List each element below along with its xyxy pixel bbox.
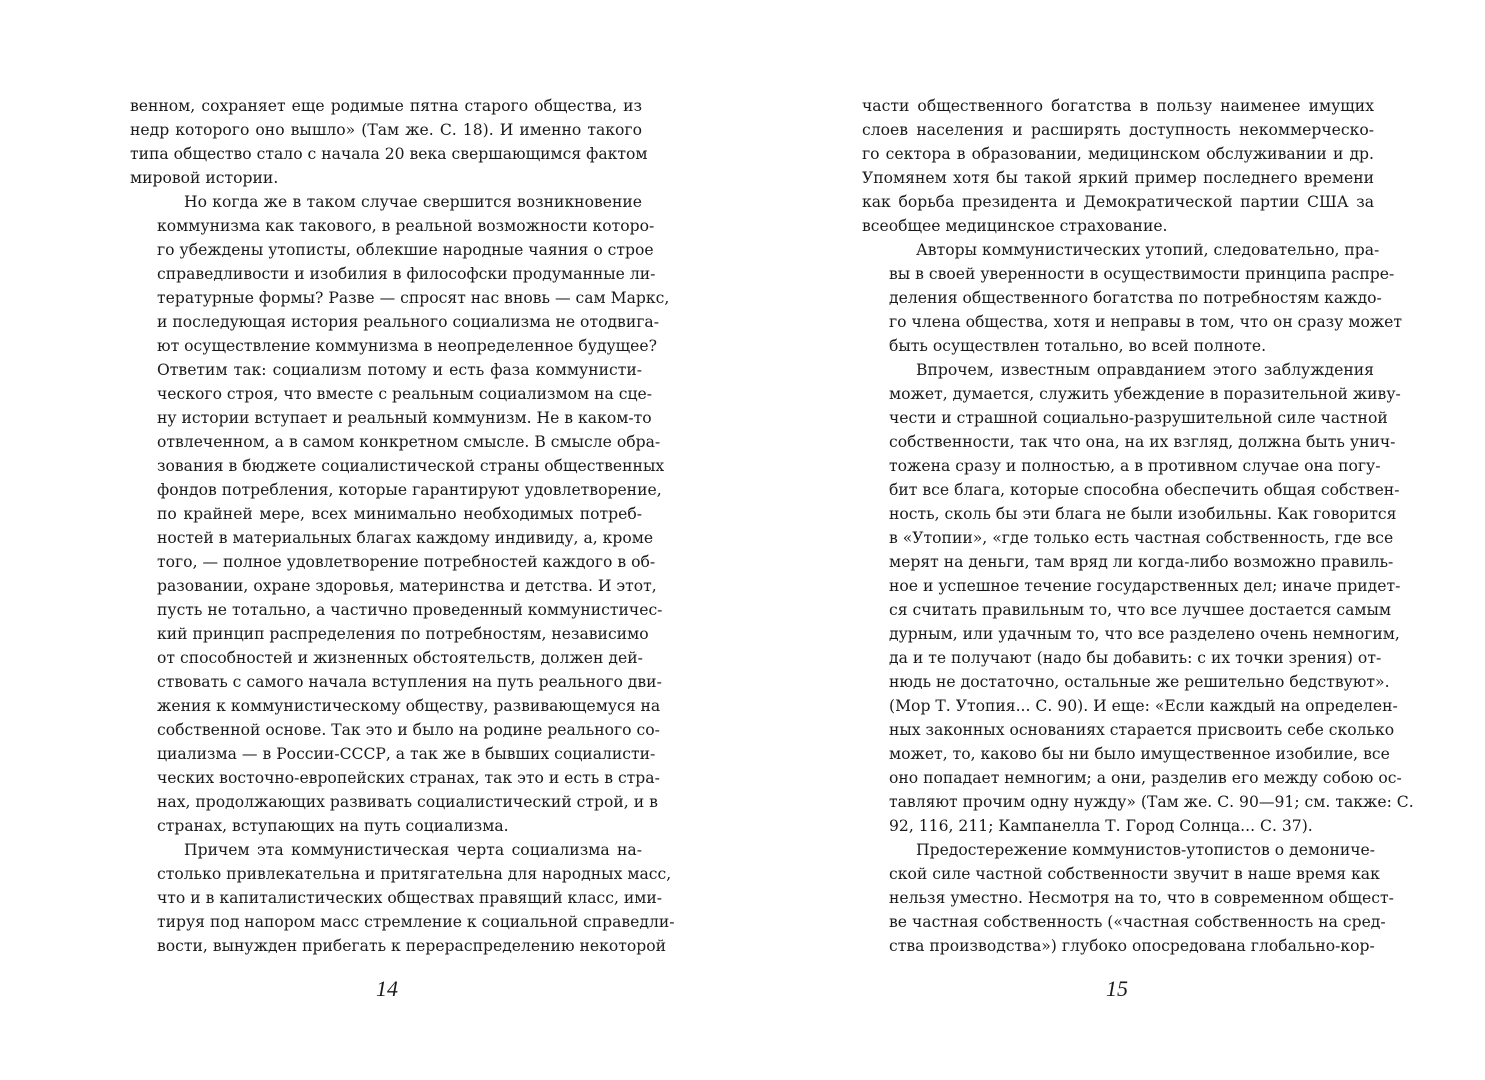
text-line: го убеждены утописты, облекшие народные чаяния о строе bbox=[157, 241, 654, 259]
text-line: кий принцип распределения по потребностям, независимо bbox=[157, 625, 649, 643]
text-line: отвлеченном, а в самом конкретном смысле. В смысле обра- bbox=[157, 433, 661, 451]
text-line: странах, вступающих на путь социализма. bbox=[157, 817, 509, 835]
text-line: собственной основе. Так это и было на родине реального со- bbox=[157, 721, 660, 739]
paragraph bbox=[130, 94, 648, 190]
text-line: фондов потребления, которые гарантируют удовлетворение, bbox=[157, 481, 662, 499]
text-line: тавляют прочим одну нужду» (Там же. С. 90—91; см. также: С. bbox=[889, 793, 1414, 811]
paragraph bbox=[862, 94, 1374, 238]
text-line: слоев населения и расширять доступность некоммерческо- bbox=[862, 121, 1374, 139]
text-line: нюдь не достаточно, остальные же решительно бедствуют». bbox=[889, 673, 1390, 691]
text-line: типа общество стало с начала 20 века свершающимся фактом bbox=[130, 145, 648, 163]
text-line: ства производства») глубоко опосредована глобально-кор- bbox=[889, 937, 1375, 955]
paragraph bbox=[862, 238, 1403, 358]
text-line: Ответим так: социализм потому и есть фаза коммунисти- bbox=[157, 361, 642, 379]
text-line: ствовать с самого начала вступления на путь реального дви- bbox=[157, 673, 662, 691]
text-line: вости, вынужден прибегать к перераспределению некоторой bbox=[157, 937, 667, 955]
text-line: тируя под напором масс стремление к социальной справедли- bbox=[157, 913, 675, 931]
text-line: столько привлекательна и притягательна для народных масс, bbox=[157, 865, 672, 883]
text-line: коммунизма как такового, в реальной возможности которо- bbox=[157, 217, 655, 235]
text-line: ность, сколь бы эти блага не были изобильны. Как говорится bbox=[889, 505, 1397, 523]
text-line: Предостережение коммунистов-утопистов о демониче- bbox=[916, 841, 1376, 859]
text-line: собственности, так что она, на их взгляд, должна быть унич- bbox=[889, 433, 1396, 451]
text-line: нах, продолжающих развивать социалистический строй, и в bbox=[157, 793, 658, 811]
text-line: вы в своей уверенности в осуществимости принципа распре- bbox=[889, 265, 1395, 283]
text-line: (Мор Т. Утопия... С. 90). И еще: «Если каждый на определен- bbox=[889, 697, 1398, 715]
text-line: в «Утопии», «где только есть частная собственность, где все bbox=[889, 529, 1394, 547]
text-line: Но когда же в таком случае свершится возникновение bbox=[184, 193, 642, 211]
text-line: ных законных основаниях старается присвоить себе сколько bbox=[889, 721, 1395, 739]
text-line: ну истории вступает и реальный коммунизм. Не в каком-то bbox=[157, 409, 652, 427]
text-line: справедливости и изобилия в философски продуманные ли- bbox=[157, 265, 656, 283]
text-line: Авторы коммунистических утопий, следовательно, пра- bbox=[916, 241, 1380, 259]
paragraph bbox=[862, 838, 1394, 958]
text-line: пусть не тотально, а частично проведенный коммунистичес- bbox=[157, 601, 663, 619]
text-line: 92, 116, 211; Кампанелла Т. Город Солнца... С. 37). bbox=[889, 817, 1313, 835]
right-page-number: 15 bbox=[1106, 976, 1128, 1001]
text-line: и последующая история реального социализма не отодвига- bbox=[157, 313, 659, 331]
text-line: Упомянем хотя бы такой яркий пример последнего времени bbox=[862, 169, 1374, 187]
text-line: чести и страшной социально-разрушительной силе частной bbox=[889, 409, 1388, 427]
text-line: го члена общества, хотя и неправы в том, что он сразу может bbox=[889, 313, 1403, 331]
text-line: тожена сразу и полностью, а в противном случае она погу- bbox=[889, 457, 1381, 475]
paragraph bbox=[862, 358, 1414, 838]
text-line: ческого строя, что вместе с реальным социализмом на сце- bbox=[157, 385, 653, 403]
text-line: оно попадает немногим; а они, разделив его между собою ос- bbox=[889, 769, 1402, 787]
text-line: всеобщее медицинское страхование. bbox=[862, 217, 1168, 235]
text-line: ностей в материальных благах каждому индивиду, а, кроме bbox=[157, 529, 654, 547]
text-line: может, то, каково бы ни было имущественное изобилие, все bbox=[889, 745, 1390, 763]
text-line: от способностей и жизненных обстоятельств, должен дей- bbox=[157, 649, 643, 667]
paragraph bbox=[130, 838, 675, 958]
text-line: недр которого оно вышло» (Там же. С. 18). И именно такого bbox=[130, 121, 642, 139]
text-line: ве частная собственность («частная собственность на сред- bbox=[889, 913, 1386, 931]
text-line: может, думается, служить убеждение в поразительной живу- bbox=[889, 385, 1401, 403]
text-line: мерят на деньги, там вряд ли когда-либо возможно правиль- bbox=[889, 553, 1394, 571]
text-line: части общественного богатства в пользу наименее имущих bbox=[862, 97, 1374, 115]
text-line: венном, сохраняет еще родимые пятна старого общества, из bbox=[130, 97, 642, 115]
text-line: Впрочем, известным оправданием этого заблуждения bbox=[916, 361, 1374, 379]
text-line: го сектора в образовании, медицинском обслуживании и др. bbox=[862, 145, 1374, 163]
text-line: да и те получают (надо бы добавить: с их точки зрения) от- bbox=[889, 649, 1382, 667]
text-line: жения к коммунистическому обществу, развивающемуся на bbox=[157, 697, 661, 715]
text-line: Причем эта коммунистическая черта социализма на- bbox=[184, 841, 642, 859]
text-line: по крайней мере, всех минимально необходимых потреб- bbox=[157, 505, 642, 523]
text-line: дурным, или удачным то, что все разделено очень немногим, bbox=[889, 625, 1400, 643]
text-line: деления общественного богатства по потребностям каждо- bbox=[889, 289, 1382, 307]
text-line: зования в бюджете социалистической страны общественных bbox=[157, 457, 665, 475]
text-line: разовании, охране здоровья, материнства и детства. И этот, bbox=[157, 577, 657, 595]
text-line: нельзя уместно. Несмотря на то, что в современном общест- bbox=[889, 889, 1394, 907]
text-line: ской силе частной собственности звучит в наше время как bbox=[889, 865, 1380, 883]
text-line: бит все блага, которые способна обеспечить общая собствен- bbox=[889, 481, 1400, 499]
right-page-text bbox=[862, 94, 1414, 958]
text-line: циализма — в России-СССР, а так же в бывших социалисти- bbox=[157, 745, 656, 763]
text-line: ческих восточно-европейских странах, так это и есть в стра- bbox=[157, 769, 660, 787]
text-line: того, — полное удовлетворение потребностей каждого в об- bbox=[157, 553, 656, 571]
text-line: быть осуществлен тотально, во всей полноте. bbox=[889, 337, 1267, 355]
left-page-text bbox=[130, 94, 675, 958]
text-line: что и в капиталистических обществах правящий класс, ими- bbox=[157, 889, 663, 907]
text-line: тературные формы? Разве — спросят нас вновь — сам Маркс, bbox=[157, 289, 670, 307]
text-line: мировой истории. bbox=[130, 169, 279, 187]
left-page-number: 14 bbox=[376, 976, 398, 1001]
text-line: ное и успешное течение государственных дел; иначе придет- bbox=[889, 577, 1401, 595]
text-line: как борьба президента и Демократической партии США за bbox=[862, 193, 1374, 211]
text-line: ся считать правильным то, что все лучшее достается самым bbox=[889, 601, 1392, 619]
paragraph bbox=[130, 190, 670, 838]
text-line: ют осуществление коммунизма в неопределенное будущее? bbox=[157, 337, 657, 355]
